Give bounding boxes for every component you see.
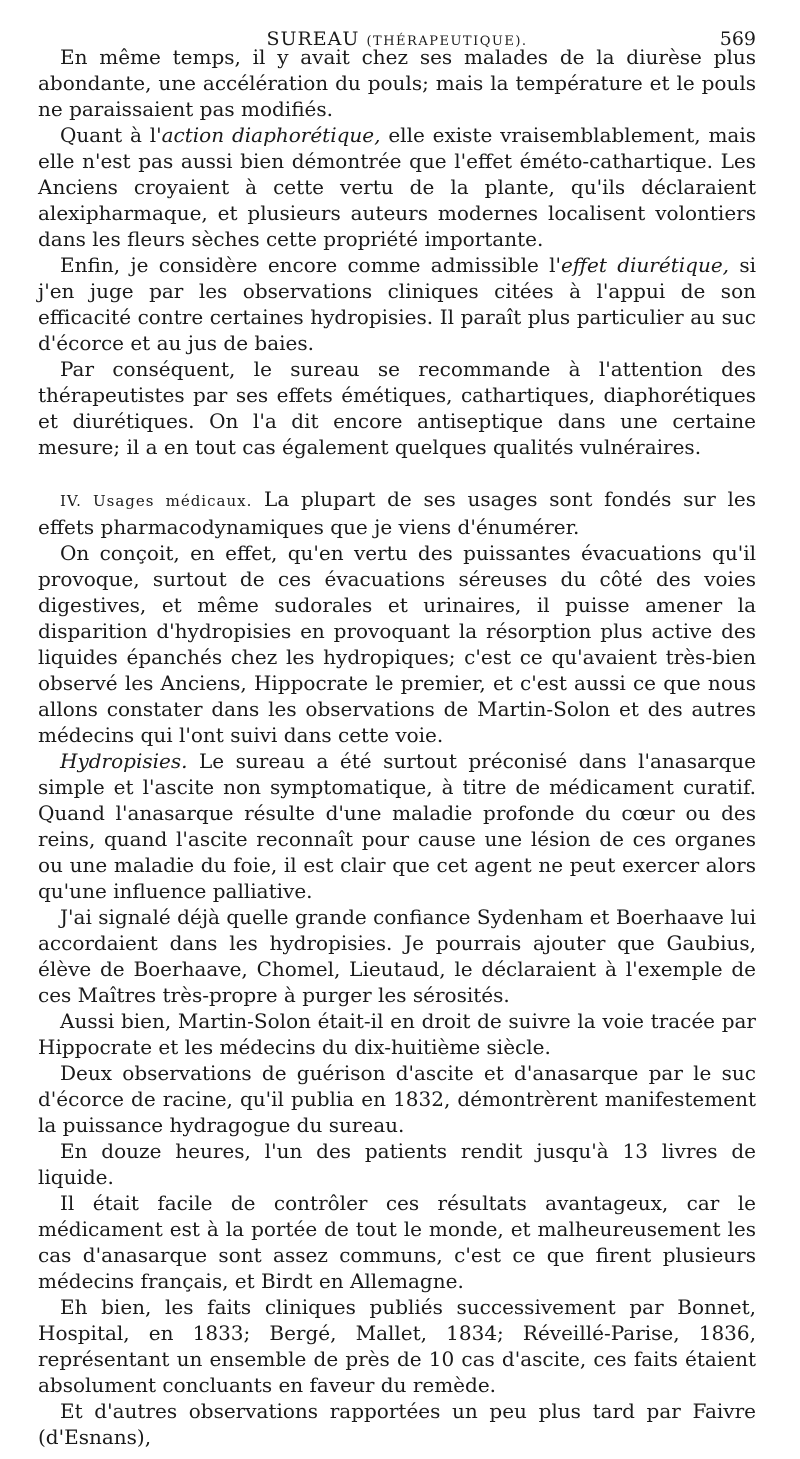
paragraph: On conçoit, en effet, qu'en vertu des puissantes évacuations qu'il provoque, surtout de ces évacuations séreuses du côté des voies digestives, et même sudorales et urinaires, il puisse amener la disparition d'hydropisies en provoquant la résorption plus active des liquides épanchés chez les hydropiques; c'est ce qu'avaient très-bien observé les Anciens, Hippocrate le premier, et c'est aussi ce que nous allons constater dans les observations de Martin-Solon et des autres médecins qui l'ont suivi dans cette voie.	[38, 541, 756, 747]
running-title-main: SUREAU	[266, 28, 360, 50]
paragraph: En douze heures, l'un des patients rendit jusqu'à 13 livres de liquide.	[38, 1139, 756, 1189]
page-number: 569	[719, 28, 756, 50]
paragraph	[38, 122, 756, 252]
running-title	[38, 28, 756, 50]
section-heading: IV. Usages médicaux.	[60, 492, 253, 510]
paragraph: En même temps, il y avait chez ses malades de la diurèse plus abondante, une accélération du pouls; mais la température et le pouls ne paraissaient pas modifiés.	[38, 45, 756, 121]
italic-term: action diaphorétique,	[161, 123, 381, 147]
paragraph-text: Le sureau a été surtout préconisé dans l'anasarque simple et l'ascite non symptomatique, à titre de médicament curatif. Quand l'anasarque résulte d'une maladie profonde du cœur ou des reins, quand l'ascite reconnaît pour cause une lésion de ces organes ou une maladie du foie, il est clair que cet agent ne peut exercer alors qu'une influence palliative.	[38, 749, 756, 903]
section-paragraph	[38, 486, 756, 540]
paragraph-text: Enfin, je considère encore comme admissible l'	[60, 253, 562, 277]
paragraph: Il était facile de contrôler ces résultats avantageux, car le médicament est à la portée de tout le monde, et malheureusement les cas d'anasarque sont assez communs, c'est ce que firent plusieurs médecins français, et Birdt en Allemagne.	[38, 1191, 756, 1293]
italic-subheading: Hydropisies.	[60, 749, 188, 773]
paragraph-text: si j'en juge par les observations cliniques citées à l'appui de son efficacité contre certaines hydropisies. Il paraît plus particulier au suc d'écorce et au jus de baies.	[38, 253, 756, 355]
running-header	[38, 0, 756, 50]
paragraph	[38, 748, 756, 904]
italic-term: effet diurétique,	[561, 253, 730, 277]
paragraph: Deux observations de guérison d'ascite et d'anasarque par le suc d'écorce de racine, qu'il publia en 1832, démontrèrent manifestement la puissance hydragogue du sureau.	[38, 1061, 756, 1137]
paragraph: Par conséquent, le sureau se recommande à l'attention des thérapeutistes par ses effets émétiques, cathartiques, diaphorétiques et diurétiques. On l'a dit encore antiseptique dans une certaine mesure; il a en tout cas également quelques qualités vulnéraires.	[38, 357, 756, 459]
paragraph: Aussi bien, Martin-Solon était-il en droit de suivre la voie tracée par Hippocrate et les médecins du dix-huitième siècle.	[38, 1009, 756, 1059]
paragraph-text: elle existe vraisemblablement, mais elle n'est pas aussi bien démontrée que l'effet éméto-cathartique. Les Anciens croyaient à cette vertu de la plante, qu'ils déclaraient alexipharmaque, et plusieurs auteurs modernes localisent volontiers dans les fleurs sèches cette propriété importante.	[38, 123, 756, 251]
body-text	[38, 44, 756, 1450]
paragraph-text: Quant à l'	[60, 123, 162, 147]
paragraph	[38, 252, 756, 356]
paragraph-text: La plupart de ses usages sont fondés sur les effets pharmacodynamiques que je viens d'énumérer.	[38, 487, 756, 539]
paragraph: J'ai signalé déjà quelle grande confiance Sydenham et Boerhaave lui accordaient dans les hydropisies. Je pourrais ajouter que Gaubius, élève de Boerhaave, Chomel, Lieutaud, le déclaraient à l'exemple de ces Maîtres très-propre à purger les sérosités.	[38, 905, 756, 1007]
paragraph: Eh bien, les faits cliniques publiés successivement par Bonnet, Hospital, en 1833; Bergé, Mallet, 1834; Réveillé-Parise, 1836, représentant un ensemble de près de 10 cas d'ascite, ces faits étaient absolument concluants en faveur du remède.	[38, 1295, 756, 1397]
paragraph: Et d'autres observations rapportées un peu plus tard par Faivre (d'Esnans),	[38, 1399, 756, 1449]
running-title-subtitle: (THÉRAPEUTIQUE).	[366, 34, 528, 49]
